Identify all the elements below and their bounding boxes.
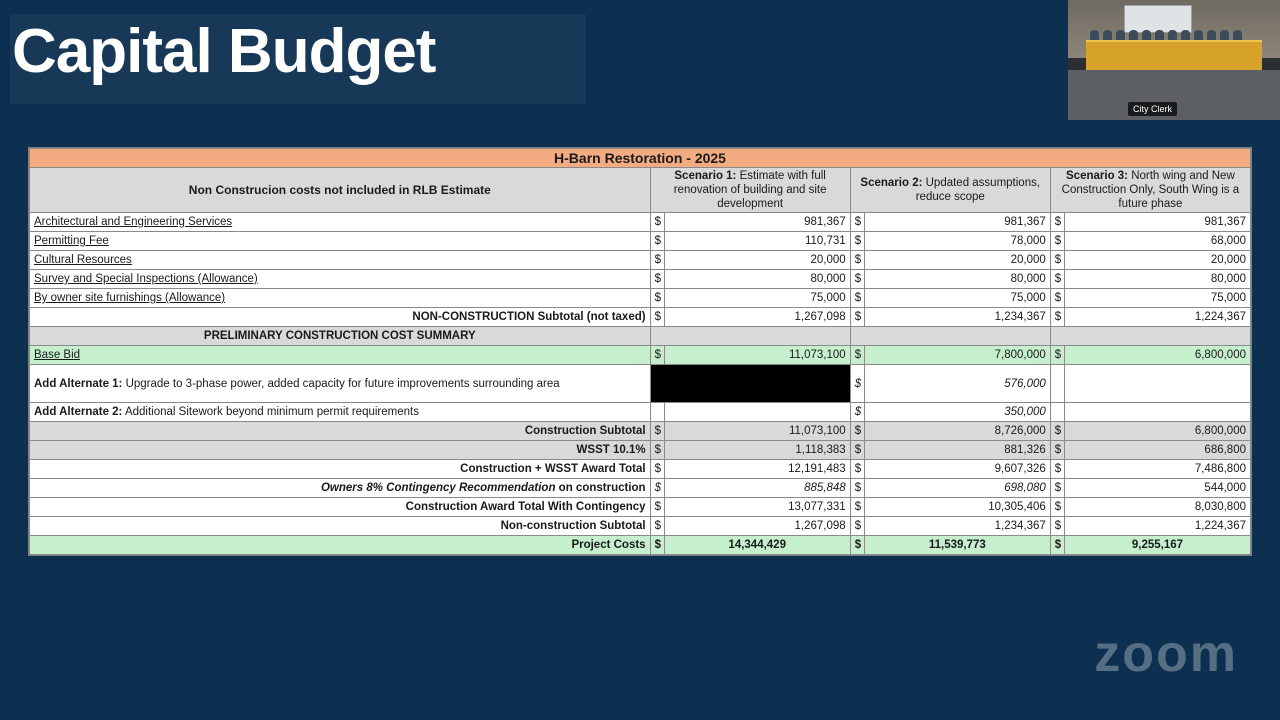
owners-contingency-row [30,479,1251,498]
currency-symbol: $ [1050,232,1064,251]
value-scenario-2: 981,367 [864,213,1050,232]
row-label [30,346,651,365]
construction-subtotal-row [30,422,1251,441]
value-scenario-1: 1,267,098 [664,308,850,327]
currency-symbol: $ [650,213,664,232]
value-scenario-3: 7,486,800 [1064,460,1250,479]
value-scenario-3: 6,800,000 [1064,346,1250,365]
currency-symbol: $ [850,346,864,365]
currency-symbol: $ [650,270,664,289]
currency-symbol: $ [650,422,664,441]
value-scenario-3 [1064,403,1250,422]
value-scenario-2: 20,000 [864,251,1050,270]
header-scenario-3 [1050,168,1250,213]
currency-symbol: $ [1050,422,1064,441]
row-label: NON-CONSTRUCTION Subtotal (not taxed) [30,308,651,327]
scenario-1-name: Scenario 1: [674,170,737,182]
value-scenario-3: 80,000 [1064,270,1250,289]
zoom-watermark: zoom [1094,625,1238,683]
value-scenario-2: 1,234,367 [864,308,1050,327]
currency-symbol: $ [650,346,664,365]
currency-symbol: $ [1050,479,1064,498]
scenario-2-desc: Updated assumptions, reduce scope [915,177,1041,203]
value-scenario-2: 75,000 [864,289,1050,308]
currency-symbol: $ [850,289,864,308]
value-scenario-1: 75,000 [664,289,850,308]
row-label-text: Survey and Special Inspections (Allowance) [34,273,258,285]
value-scenario-1: 20,000 [664,251,850,270]
table-row [30,232,1251,251]
table-row [30,251,1251,270]
scenario-2-name: Scenario 2: [860,177,923,189]
nonconstruction-subtotal-row [30,308,1251,327]
award-total-with-contingency-row [30,498,1251,517]
row-label [30,289,651,308]
value-scenario-3: 544,000 [1064,479,1250,498]
header-scenario-2 [850,168,1050,213]
currency-symbol: $ [850,213,864,232]
value-scenario-2: 881,326 [864,441,1050,460]
value-scenario-3: 20,000 [1064,251,1250,270]
video-participant-label: City Clerk [1128,102,1177,116]
header-scenario-1 [650,168,850,213]
value-scenario-2: 1,234,367 [864,517,1050,536]
row-label: WSST 10.1% [30,441,651,460]
row-label-text: Architectural and Engineering Services [34,216,233,228]
currency-symbol: $ [650,460,664,479]
currency-symbol: $ [850,270,864,289]
currency-symbol: $ [650,441,664,460]
row-label: Construction Award Total With Contingency [30,498,651,517]
currency-symbol: $ [650,498,664,517]
budget-spreadsheet [28,147,1252,556]
dais [1086,40,1262,72]
row-label-bold: Add Alternate 1: [34,377,123,390]
currency-symbol: $ [650,517,664,536]
currency-symbol: $ [850,517,864,536]
value-scenario-1-redacted [650,365,850,403]
row-label [30,213,651,232]
section-header-blank-3 [1050,327,1250,346]
row-label-text: Cultural Resources [34,254,132,266]
currency-symbol: $ [650,232,664,251]
currency-symbol: $ [850,251,864,270]
row-label [30,270,651,289]
currency-symbol: $ [1050,498,1064,517]
value-scenario-3: 75,000 [1064,289,1250,308]
value-scenario-2: 7,800,000 [864,346,1050,365]
banner-title: H-Barn Restoration - 2025 [30,149,1251,168]
section-header-row [30,327,1251,346]
currency-symbol: $ [1050,213,1064,232]
value-scenario-1: 885,848 [664,479,850,498]
value-scenario-2: 350,000 [864,403,1050,422]
value-scenario-2: 576,000 [864,365,1050,403]
row-label [30,251,651,270]
currency-symbol: $ [1050,460,1064,479]
scenario-3-desc: North wing and New Construction Only, South Wing is a future phase [1061,170,1240,210]
add-alternate-2-row [30,403,1251,422]
currency-symbol: $ [650,289,664,308]
row-label-text: on construction [555,482,646,494]
base-bid-row [30,346,1251,365]
row-label-text: By owner site furnishings (Allowance) [34,292,226,304]
row-label: Construction + WSST Award Total [30,460,651,479]
table-header-row [30,168,1251,213]
value-scenario-2: 78,000 [864,232,1050,251]
currency-symbol: $ [650,536,664,555]
section-header-blank-2 [850,327,1050,346]
wsst-row [30,441,1251,460]
row-label [30,365,651,403]
currency-symbol: $ [850,365,864,403]
project-costs-row [30,536,1251,555]
scenario-3-name: Scenario 3: [1066,170,1129,182]
row-label [30,403,651,422]
row-label-text: Additional Sitework beyond minimum permit requirements [122,406,419,418]
currency-symbol: $ [850,441,864,460]
page-title: Capital Budget [12,17,436,86]
value-scenario-3: 981,367 [1064,213,1250,232]
row-label-text: Permitting Fee [34,235,109,247]
value-scenario-2: 11,539,773 [864,536,1050,555]
value-scenario-1 [664,403,850,422]
currency-symbol: $ [1050,289,1064,308]
currency-symbol: $ [850,536,864,555]
row-label: Construction Subtotal [30,422,651,441]
value-scenario-1: 14,344,429 [664,536,850,555]
currency-symbol: $ [1050,270,1064,289]
value-scenario-3: 6,800,000 [1064,422,1250,441]
currency-symbol-blank [1050,365,1064,403]
row-label: Non-construction Subtotal [30,517,651,536]
currency-symbol: $ [650,308,664,327]
row-label-bold: Add Alternate 2: [34,406,123,418]
value-scenario-1: 11,073,100 [664,422,850,441]
currency-symbol: $ [650,251,664,270]
currency-symbol: $ [850,479,864,498]
currency-symbol: $ [850,308,864,327]
table-row [30,289,1251,308]
currency-symbol: $ [850,460,864,479]
currency-symbol: $ [650,479,664,498]
currency-symbol: $ [1050,251,1064,270]
value-scenario-1: 12,191,483 [664,460,850,479]
section-header-label: PRELIMINARY CONSTRUCTION COST SUMMARY [30,327,651,346]
value-scenario-1: 80,000 [664,270,850,289]
value-scenario-1: 110,731 [664,232,850,251]
value-scenario-3: 8,030,800 [1064,498,1250,517]
nonconstruction-subtotal-row-2 [30,517,1251,536]
value-scenario-1: 1,267,098 [664,517,850,536]
budget-table [29,148,1251,555]
video-wall [1068,0,1280,58]
value-scenario-2: 80,000 [864,270,1050,289]
row-label [30,479,651,498]
table-banner [30,149,1251,168]
currency-symbol: $ [1050,308,1064,327]
value-scenario-1: 13,077,331 [664,498,850,517]
video-thumbnail[interactable] [1068,0,1280,120]
value-scenario-2: 10,305,406 [864,498,1050,517]
table-row [30,213,1251,232]
value-scenario-3: 68,000 [1064,232,1250,251]
row-label-text: Base Bid [34,349,81,361]
value-scenario-3: 1,224,367 [1064,308,1250,327]
currency-symbol: $ [1050,536,1064,555]
header-row-label: Non Construcion costs not included in RLB Estimate [30,168,651,213]
value-scenario-1: 981,367 [664,213,850,232]
value-scenario-3: 1,224,367 [1064,517,1250,536]
add-alternate-1-row [30,365,1251,403]
row-label-text: Upgrade to 3-phase power, added capacity for future improvements surrounding area [122,377,560,390]
table-row [30,270,1251,289]
currency-symbol-blank [650,403,664,422]
currency-symbol: $ [1050,441,1064,460]
row-label [30,232,651,251]
row-label: Project Costs [30,536,651,555]
scenario-1-desc: Estimate with full renovation of building and site development [673,170,827,210]
currency-symbol-blank [1050,403,1064,422]
value-scenario-3: 686,800 [1064,441,1250,460]
value-scenario-3 [1064,365,1250,403]
value-scenario-2: 8,726,000 [864,422,1050,441]
currency-symbol: $ [1050,346,1064,365]
currency-symbol: $ [850,232,864,251]
value-scenario-1: 11,073,100 [664,346,850,365]
row-label-italic: Owners 8% Contingency Recommendation [320,482,556,494]
value-scenario-1: 1,118,383 [664,441,850,460]
construction-wsst-award-total-row [30,460,1251,479]
currency-symbol: $ [850,498,864,517]
projector-screen-icon [1124,5,1192,33]
value-scenario-2: 9,607,326 [864,460,1050,479]
section-header-blank-1 [650,327,850,346]
currency-symbol: $ [1050,517,1064,536]
value-scenario-3: 9,255,167 [1064,536,1250,555]
currency-symbol: $ [850,422,864,441]
value-scenario-2: 698,080 [864,479,1050,498]
currency-symbol: $ [850,403,864,422]
